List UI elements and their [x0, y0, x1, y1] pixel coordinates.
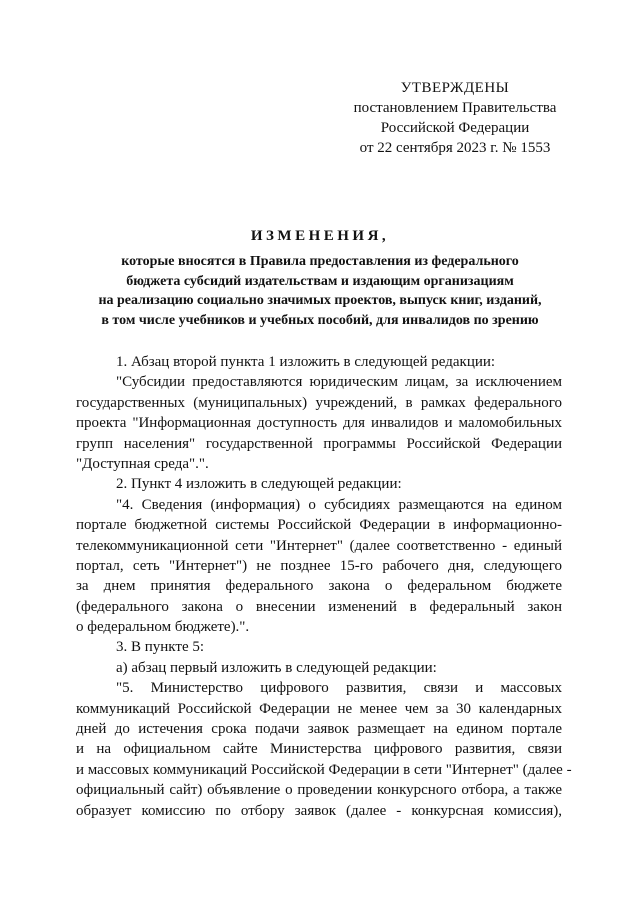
paragraph-line: государственных (муниципальных) учреждений, в рамках федерального: [76, 394, 562, 411]
paragraph-line: портале бюджетной системы Российской Федерации в информационно-: [76, 517, 562, 534]
paragraph-line: о федеральном бюджете).".: [76, 619, 250, 636]
approval-heading: УТВЕРЖДЕНЫ: [400, 80, 510, 96]
paragraph-line: "Доступная среда".".: [76, 455, 209, 472]
paragraph-line: дней до истечения срока подачи заявок размещает на едином портале: [76, 721, 562, 738]
paragraph-line: и массовых коммуникаций Российской Федерации в сети "Интернет" (далее -: [76, 761, 572, 778]
document-subtitle: [60, 252, 580, 330]
approval-line-government: Российской Федерации: [380, 120, 530, 136]
paragraph-line: коммуникаций Российской Федерации не менее чем за 30 календарных: [76, 700, 562, 717]
paragraph-line: а) абзац первый изложить в следующей редакции:: [116, 659, 437, 676]
paragraph-line: групп населения" государственной программы Российской Федерации: [76, 435, 562, 452]
paragraph-line: 3. В пункте 5:: [116, 639, 205, 656]
paragraph-line: образует комиссию по отбору заявок (далее - конкурсная комиссия),: [76, 802, 562, 819]
paragraph-line: официальный сайт) объявление о проведении конкурсного отбора, а также: [76, 782, 562, 799]
paragraph-line: (федерального закона о внесении изменений в федеральный закон: [76, 598, 562, 615]
paragraph-line: "4. Сведения (информация) о субсидиях размещаются на едином: [116, 496, 562, 513]
paragraph-line: 2. Пункт 4 изложить в следующей редакции:: [116, 476, 402, 493]
paragraph-line: 1. Абзац второй пункта 1 изложить в следующей редакции:: [116, 354, 496, 370]
subtitle-line: которые вносятся в Правила предоставления из федерального: [121, 254, 519, 269]
approval-line-resolution: постановлением Правительства: [353, 100, 557, 116]
paragraph-line: проекта "Информационная доступность для инвалидов и маломобильных: [76, 415, 562, 432]
document-title: ИЗМЕНЕНИЯ,: [250, 228, 390, 244]
document-body: [76, 352, 572, 821]
paragraph-line: портал, сеть "Интернет") не позднее 15-го рабочего дня, следующего: [76, 557, 562, 574]
subtitle-line: на реализацию социально значимых проектов, выпуск книг, изданий,: [98, 293, 542, 308]
subtitle-line: бюджета субсидий издательствам и издающим организациям: [126, 273, 514, 289]
approval-block: [330, 78, 580, 158]
approval-line-date-number: от 22 сентября 2023 г. № 1553: [359, 140, 551, 156]
paragraph-line: за днем принятия федерального закона о федеральном бюджете: [76, 578, 562, 595]
paragraph-line: и на официальном сайте Министерства цифрового развития, связи: [76, 741, 562, 758]
paragraph-line: телекоммуникационной сети "Интернет" (далее соответственно - единый: [76, 537, 562, 554]
paragraph-line: "5. Министерство цифрового развития, связи и массовых: [116, 680, 562, 697]
subtitle-line: в том числе учебников и учебных пособий, для инвалидов по зрению: [101, 312, 539, 328]
paragraph-line: "Субсидии предоставляются юридическим лицам, за исключением: [116, 374, 562, 391]
